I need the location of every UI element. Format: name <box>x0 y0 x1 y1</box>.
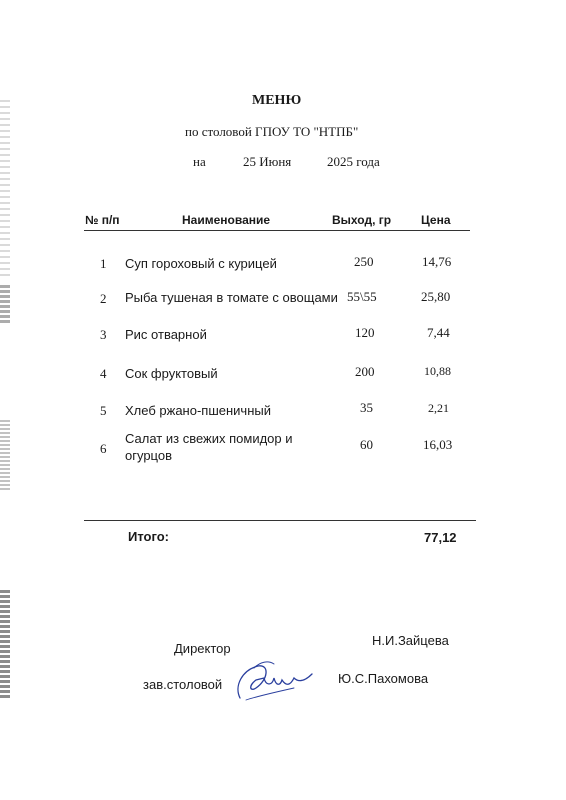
dish-yield: 120 <box>355 325 375 340</box>
dish-price: 2,21 <box>428 401 449 415</box>
menu-title: МЕНЮ <box>252 93 302 108</box>
row-number: 4 <box>100 366 107 381</box>
dish-yield: 55\55 <box>347 289 377 304</box>
col-header-number: № п/п <box>85 213 120 227</box>
row-number: 6 <box>100 441 107 456</box>
dish-yield: 60 <box>360 437 373 452</box>
date-prefix: на <box>193 154 206 169</box>
col-header-name: Наименование <box>182 213 271 227</box>
total-divider <box>84 520 476 521</box>
dish-price: 10,88 <box>424 364 451 378</box>
scan-artifact <box>0 590 10 700</box>
row-number: 2 <box>100 291 107 306</box>
canteen-manager-title: зав.столовой <box>143 677 223 692</box>
director-title: Директор <box>174 641 231 656</box>
row-number: 1 <box>100 256 107 271</box>
col-header-price: Цена <box>421 213 451 227</box>
dish-yield: 35 <box>360 400 373 415</box>
handwritten-signature <box>228 656 318 706</box>
dish-price: 7,44 <box>427 325 450 340</box>
dish-yield: 250 <box>354 254 374 269</box>
scan-artifact <box>0 420 10 490</box>
row-number: 5 <box>100 403 107 418</box>
header-divider <box>84 230 470 231</box>
dish-name: Сок фруктовый <box>125 366 218 381</box>
dish-name: Суп гороховый с курицей <box>125 256 277 271</box>
scan-artifact <box>0 285 10 325</box>
dish-name: Рыба тушеная в томате с овощами <box>125 290 338 305</box>
dish-name: Рис отварной <box>125 327 207 342</box>
menu-subtitle: по столовой ГПОУ ТО "НТПБ" <box>185 124 359 139</box>
dish-price: 14,76 <box>422 254 452 269</box>
dish-price: 16,03 <box>423 437 453 452</box>
dish-name-continued: огурцов <box>125 448 172 463</box>
date-year: 2025 года <box>327 154 380 169</box>
date-day: 25 Июня <box>243 154 292 169</box>
scan-artifact <box>0 100 10 280</box>
col-header-yield: Выход, гр <box>332 213 392 227</box>
dish-yield: 200 <box>355 364 375 379</box>
row-number: 3 <box>100 327 107 342</box>
dish-price: 25,80 <box>421 289 451 304</box>
director-name: Н.И.Зайцева <box>372 633 449 648</box>
dish-name: Салат из свежих помидор и <box>125 431 293 446</box>
total-label: Итого: <box>128 529 169 544</box>
total-value: 77,12 <box>424 530 457 545</box>
dish-name: Хлеб ржано-пшеничный <box>125 403 271 418</box>
canteen-manager-name: Ю.С.Пахомова <box>338 671 429 686</box>
